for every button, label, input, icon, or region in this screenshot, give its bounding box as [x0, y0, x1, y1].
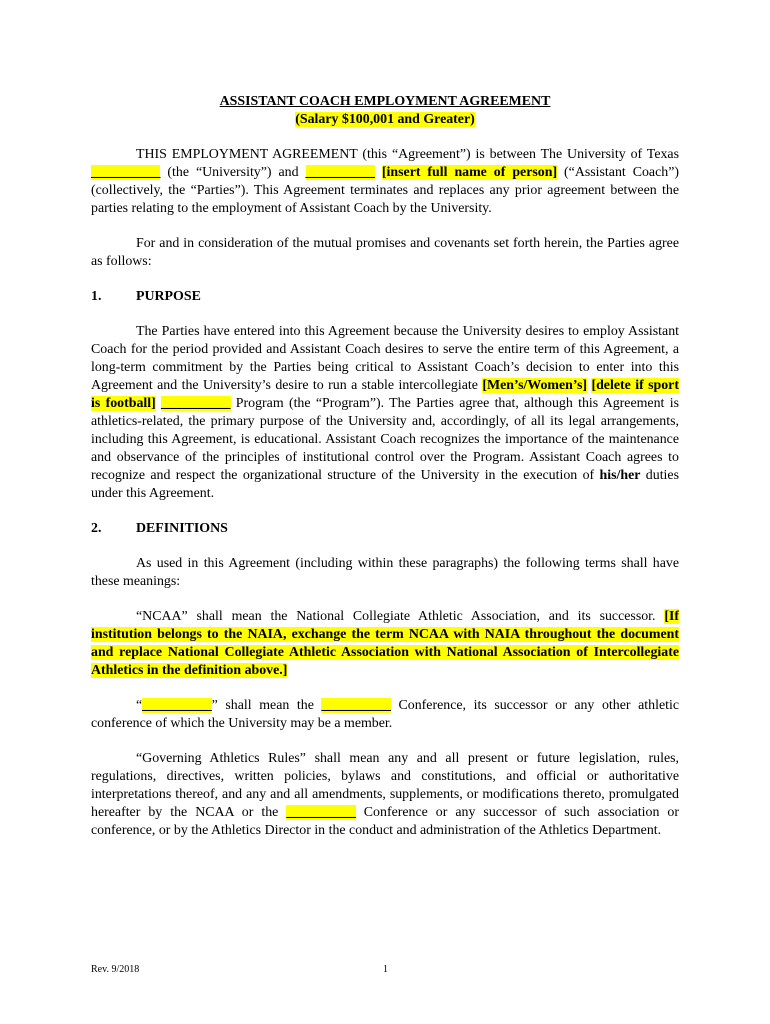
definitions-intro: As used in this Agreement (including within these paragraphs) the following terms shall have these meanings:	[91, 556, 679, 589]
page-number: 1	[383, 964, 388, 975]
intro-paragraph: THIS EMPLOYMENT AGREEMENT (this “Agreement”) is between The University of Texas __________ (the “University”) and __________ [insert full name of person] (“Assistant Coach”) (collectively, the “Parties”). This Agreement terminates and replaces any prior agreement between the parties relating to the employment of Assistant Coach by the University.	[91, 147, 679, 216]
conference-term-blank: __________	[142, 698, 212, 713]
document-body	[91, 93, 679, 857]
revision-label: Rev. 9/2018	[91, 964, 140, 975]
naia-instruction-note: [If institution belongs to the NAIA, exchange the term NCAA with NAIA throughout the document and replace National Collegiate Athletic Association with National Association of Intercollegiate Athletics in the definition above.]	[91, 609, 679, 678]
document-subtitle: (Salary $100,001 and Greater)	[295, 112, 475, 127]
person-blank: __________	[305, 165, 375, 180]
section-1-heading: 1. PURPOSE	[91, 289, 201, 304]
person-placeholder: [insert full name of person]	[381, 165, 558, 180]
governing-conference-blank: __________	[286, 805, 356, 820]
his-her-text: his/her	[599, 468, 641, 483]
document-title: ASSISTANT COACH EMPLOYMENT AGREEMENT	[219, 94, 551, 109]
ncaa-definition: “NCAA” shall mean the National Collegiate Athletic Association, and its successor. [If institution belongs to the NAIA, exchange the term NCAA with NAIA throughout the document and replace National Collegiate Athletic Association with National Association of Intercollegiate Athletics in the definition above.]	[91, 609, 679, 678]
mens-womens-placeholder: [Men’s/Women’s]	[482, 378, 588, 393]
conference-definition: “__________” shall mean the __________ Conference, its successor or any other athletic conference of which the University may be a member.	[91, 698, 679, 731]
sport-blank: __________	[161, 396, 231, 411]
governing-rules-definition: “Governing Athletics Rules” shall mean any and all present or future legislation, rules, regulations, directives, written policies, bylaws and constitutions, and official or authoritative interpretations thereof, and any and all amendments, supplements, or modifications thereto, promulgated hereafter by the NCAA or the __________ Conference or any successor of such association or conference, or by the Athletics Director in the conduct and administration of the Athletics Department.	[91, 751, 679, 838]
consideration-paragraph: For and in consideration of the mutual promises and covenants set forth herein, the Parties agree as follows:	[91, 236, 679, 269]
section-2-heading: 2. DEFINITIONS	[91, 521, 228, 536]
delete-football-placeholder: [delete if sport is football]	[91, 378, 679, 411]
conference-name-blank: __________	[321, 698, 391, 713]
purpose-paragraph: The Parties have entered into this Agreement because the University desires to employ Assistant Coach for the period provided and Assistant Coach desires to serve the entire term of this Agreement, a long-term commitment by the Parties being critical to Assistant Coach’s decision to enter into this Agreement and the University’s desire to run a stable intercollegiate [Men’s/Women’s] [delete if sport is football] __________ Program (the “Program”). The Parties agree that, although this Agreement is athletics-related, the primary purpose of the University and, accordingly, of all its legal arrangements, including this Agreement, is educational. Assistant Coach recognizes the importance of the maintenance and observance of the principles of institutional control over the Program. Assistant Coach agrees to recognize and respect the organizational structure of the University in the execution of his/her duties under this Agreement.	[91, 324, 679, 501]
university-blank: __________	[91, 165, 161, 180]
